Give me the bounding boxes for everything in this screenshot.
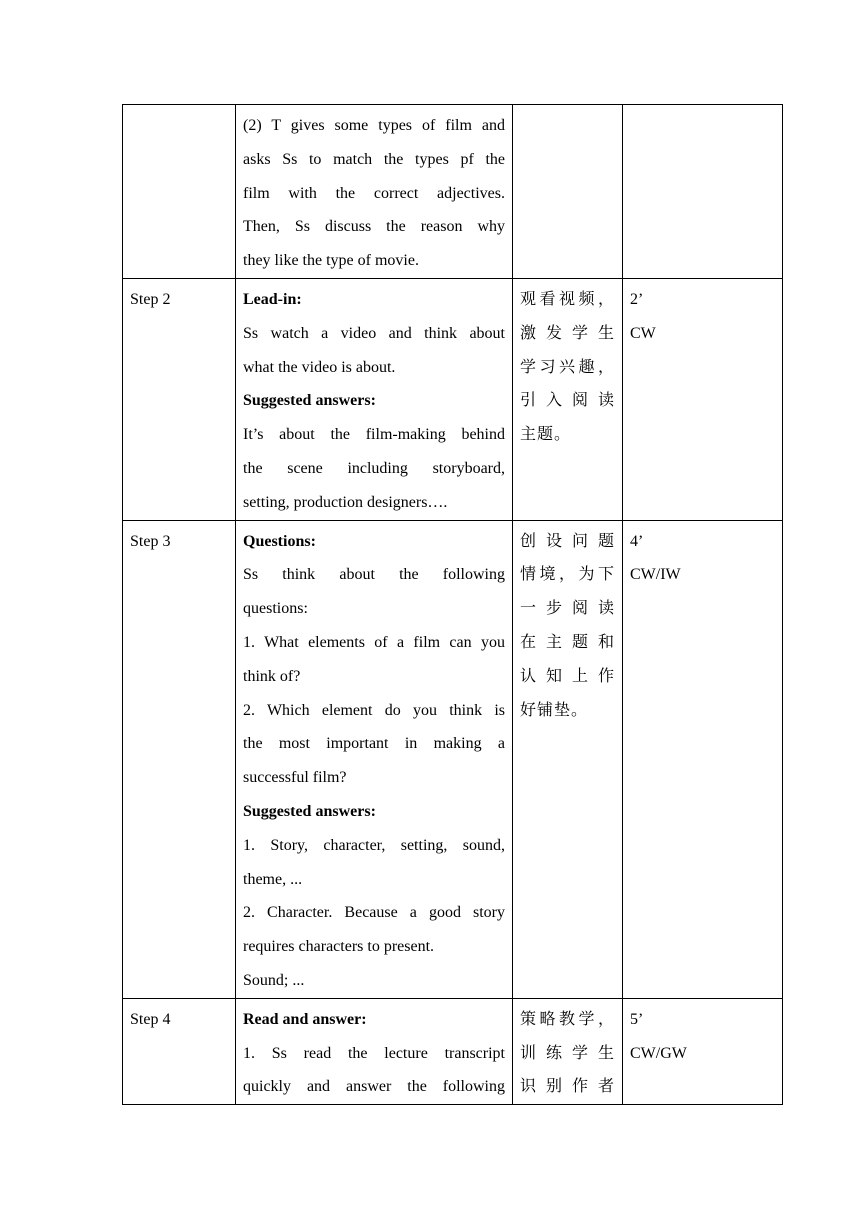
- aim-cell: [513, 105, 623, 279]
- mode-value: CW: [630, 324, 656, 342]
- section-heading: Questions:: [243, 532, 316, 550]
- time-value: 2’: [630, 290, 644, 308]
- procedure-line: 1. Story, character, setting, sound,: [243, 836, 505, 854]
- procedure-line: It’s about the film-making behind: [243, 426, 505, 444]
- step-cell: [123, 998, 236, 1104]
- aim-line: 策略教学，: [520, 1010, 615, 1028]
- step-cell: [123, 278, 236, 520]
- procedure-line: 2. Which element do you think is: [243, 701, 505, 719]
- mode-value: CW/IW: [630, 566, 681, 584]
- aim-line: 激发学生: [520, 324, 615, 342]
- procedure-line: 2. Character. Because a good story: [243, 904, 505, 922]
- aim-cell: [513, 998, 623, 1104]
- procedure-line: requires characters to present.: [243, 938, 435, 956]
- procedure-line: questions:: [243, 600, 308, 618]
- aim-line: 学习兴趣，: [520, 358, 615, 376]
- procedure-line: think of?: [243, 667, 301, 685]
- procedure-line: setting, production designers….: [243, 493, 448, 511]
- procedure-line: what the video is about.: [243, 358, 396, 376]
- time-value: 5’: [630, 1010, 644, 1028]
- procedure-line: 1. What elements of a film can you: [243, 633, 505, 651]
- step-cell: [123, 520, 236, 998]
- time-cell: [623, 998, 783, 1104]
- procedure-line: the scene including storyboard,: [243, 459, 505, 477]
- procedure-line: Then, Ss discuss the reason why: [243, 218, 505, 236]
- aim-line: 观看视频，: [520, 290, 615, 308]
- aim-line: 认知上作: [520, 667, 615, 685]
- procedure-cell: [236, 278, 513, 520]
- table-row: [123, 520, 783, 998]
- time-cell: [623, 105, 783, 279]
- procedure-line: (2) T gives some types of film and: [243, 117, 505, 134]
- table-row: [123, 998, 783, 1104]
- step-cell: [123, 105, 236, 279]
- time-value: 4’: [630, 532, 644, 550]
- procedure-cell: [236, 105, 513, 279]
- procedure-line: theme, ...: [243, 870, 303, 888]
- aim-line: 在主题和: [520, 633, 615, 651]
- time-cell: [623, 278, 783, 520]
- section-heading: Read and answer:: [243, 1010, 367, 1028]
- procedure-line: asks Ss to match the types pf the: [243, 150, 505, 168]
- step-label: Step 4: [130, 1010, 171, 1028]
- aim-line: 好铺垫。: [520, 701, 589, 719]
- aim-line: 识别作者: [520, 1078, 615, 1096]
- procedure-line: 1. Ss read the lecture transcript: [243, 1044, 505, 1062]
- procedure-line: successful film?: [243, 769, 347, 787]
- procedure-line: the most important in making a: [243, 735, 505, 753]
- aim-line: 一步阅读: [520, 600, 615, 618]
- mode-value: CW/GW: [630, 1044, 687, 1062]
- table-row: [123, 278, 783, 520]
- aim-line: 创设问题: [520, 532, 615, 550]
- procedure-line: quickly and answer the following: [243, 1078, 505, 1096]
- section-heading: Suggested answers:: [243, 392, 376, 410]
- procedure-line: film with the correct adjectives.: [243, 184, 505, 202]
- section-heading: Suggested answers:: [243, 802, 376, 820]
- procedure-cell: [236, 520, 513, 998]
- aim-line: 主题。: [520, 426, 572, 444]
- aim-line: 训练学生: [520, 1044, 615, 1062]
- step-label: Step 3: [130, 532, 171, 550]
- time-cell: [623, 520, 783, 998]
- aim-line: 引入阅读: [520, 392, 615, 410]
- procedure-cell: [236, 998, 513, 1104]
- step-label: Step 2: [130, 290, 171, 308]
- aim-line: 情境，为下: [520, 566, 615, 584]
- procedure-line: they like the type of movie.: [243, 252, 419, 270]
- procedure-line: Sound; ...: [243, 971, 305, 989]
- section-heading: Lead-in:: [243, 290, 302, 308]
- table-row: [123, 105, 783, 279]
- procedure-line: Ss think about the following: [243, 566, 505, 584]
- lesson-plan-table: [122, 104, 783, 1105]
- aim-cell: [513, 520, 623, 998]
- aim-cell: [513, 278, 623, 520]
- procedure-line: Ss watch a video and think about: [243, 324, 505, 342]
